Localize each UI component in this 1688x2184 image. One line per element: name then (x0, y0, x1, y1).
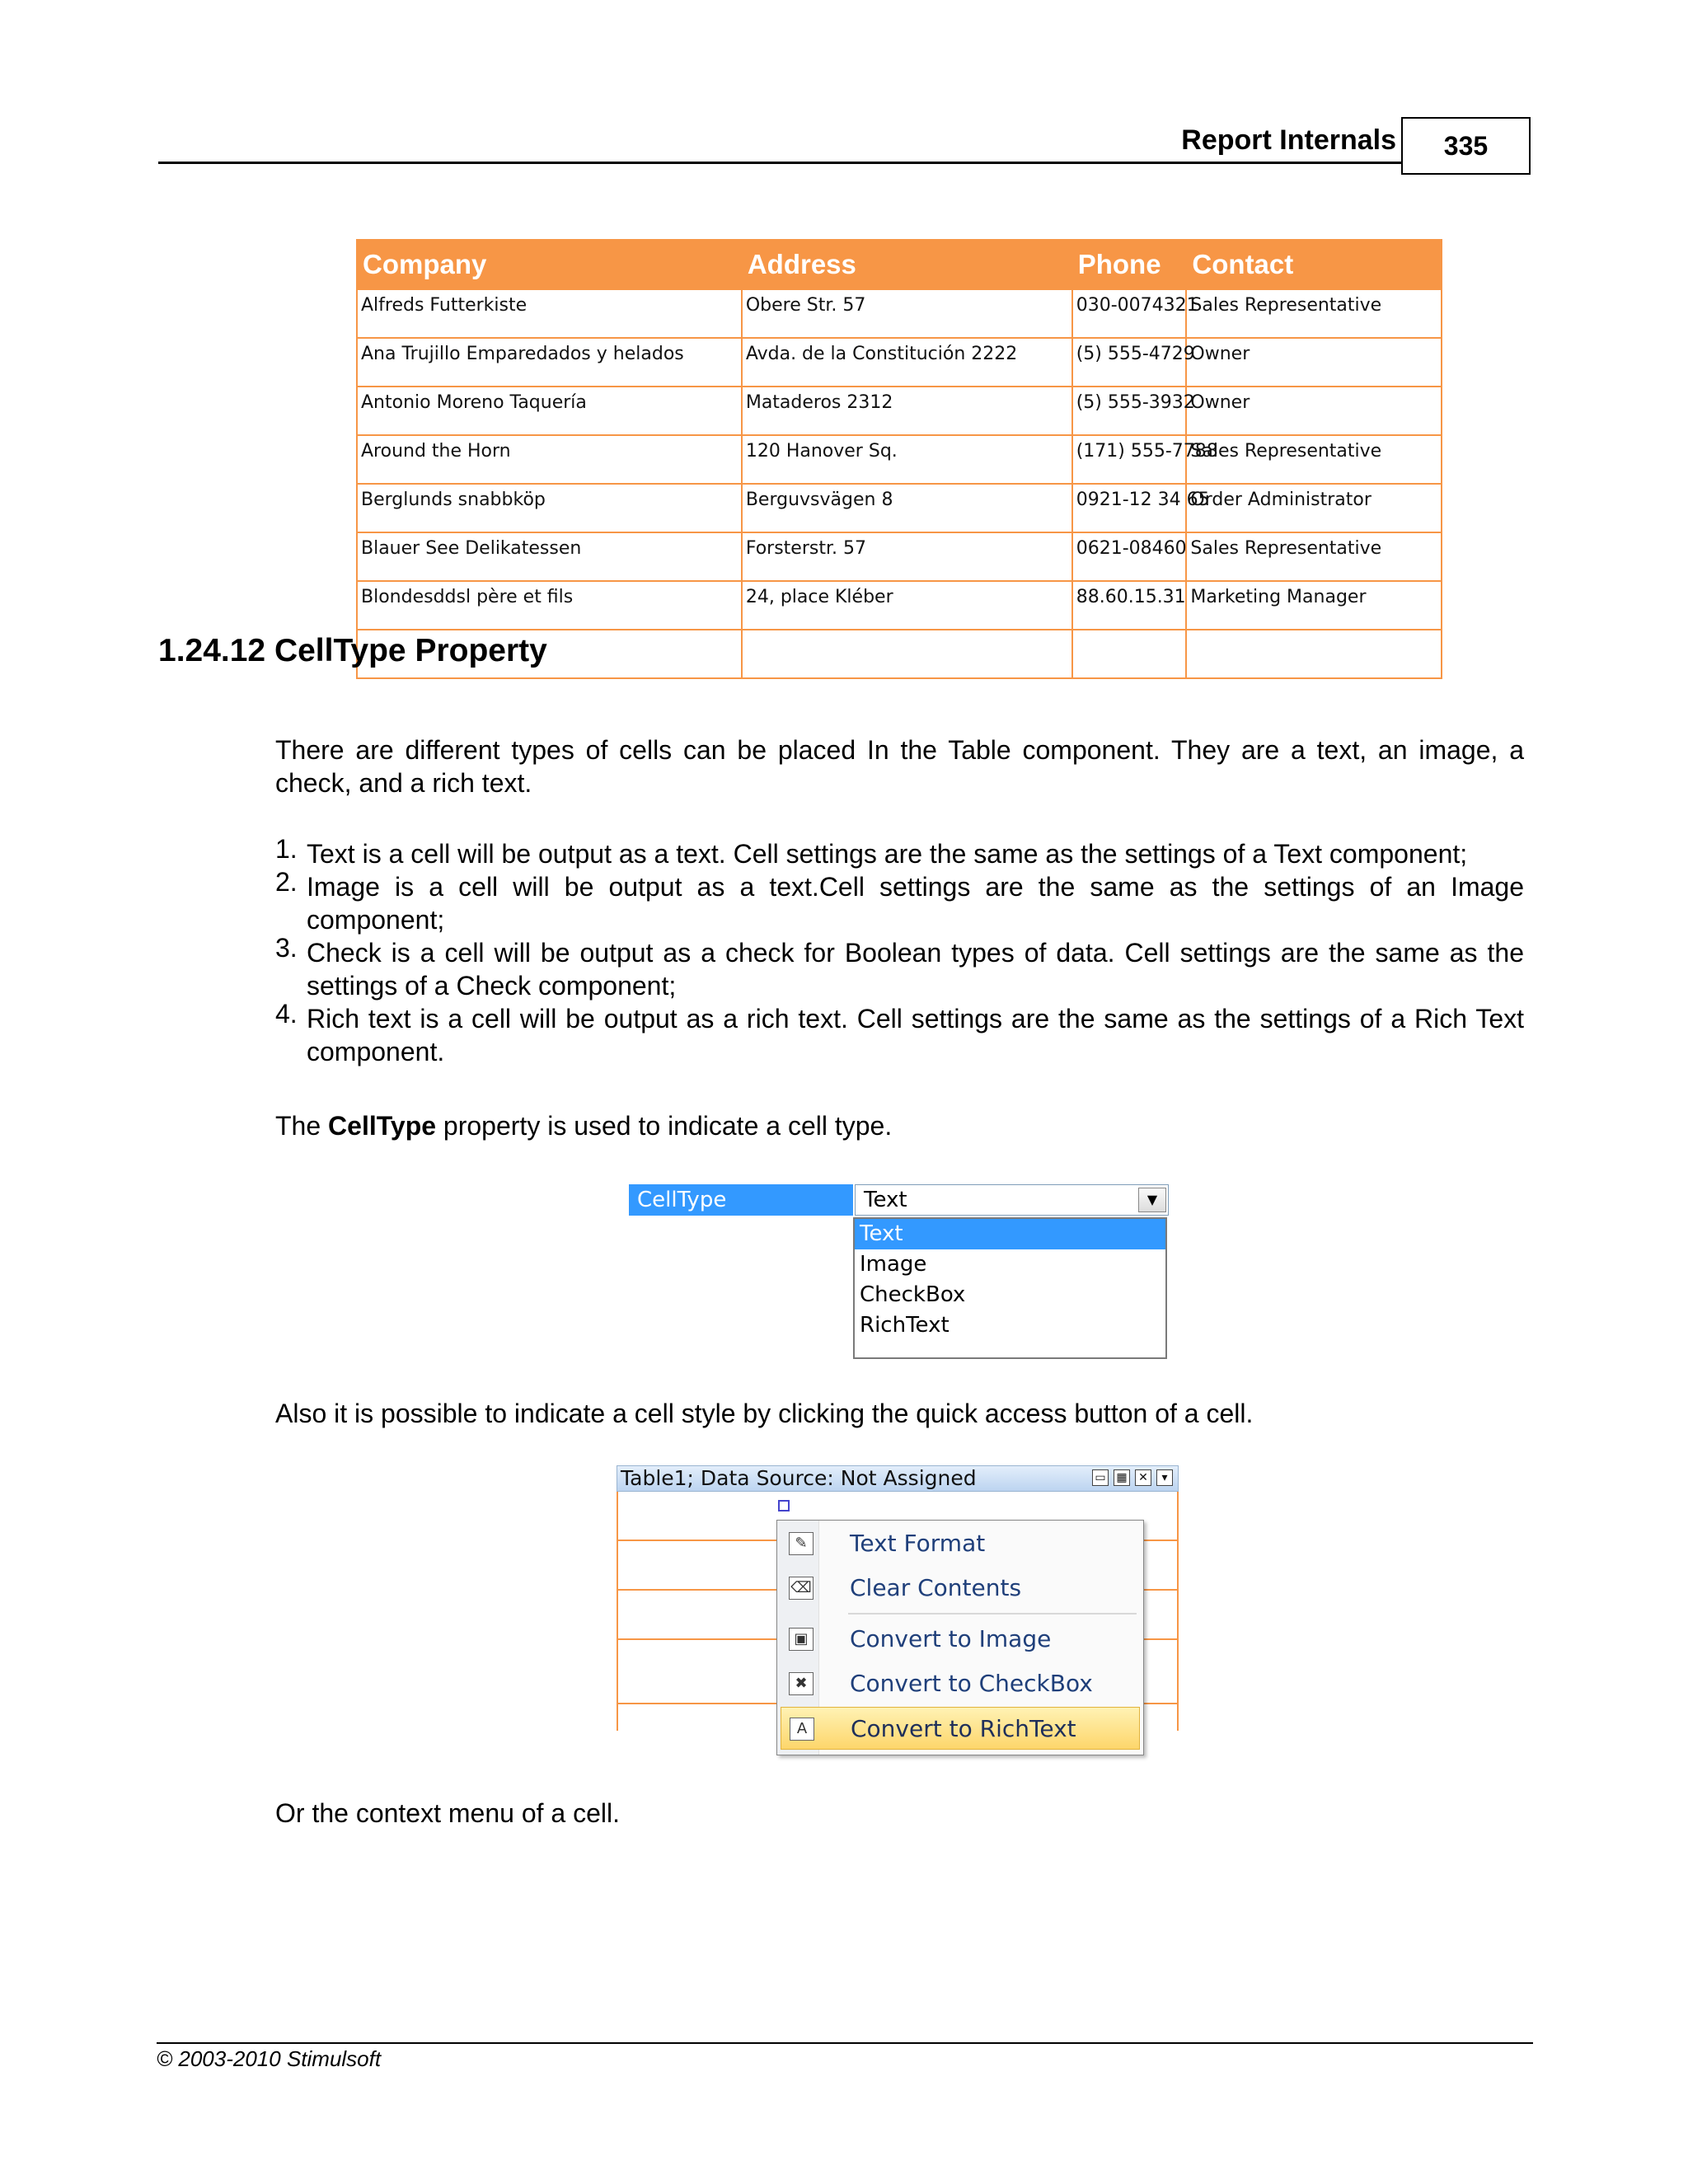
context-menu-paragraph: Or the context menu of a cell. (275, 1798, 620, 1828)
column-header-phone: Phone (1072, 240, 1187, 289)
celltype-property-grid (629, 1184, 1169, 1360)
report-table-figure (356, 239, 1442, 610)
option-image[interactable]: Image (860, 1252, 927, 1277)
table-row (357, 532, 1442, 581)
celltype-options-list (853, 1217, 1167, 1359)
table-cell: (5) 555-3932 (1072, 387, 1187, 435)
table-row (357, 435, 1442, 484)
table-cell: Owner (1186, 338, 1442, 387)
property-name-cell[interactable]: CellType (629, 1184, 853, 1216)
table-row (357, 484, 1442, 532)
table-cell: Sales Representative (1186, 289, 1442, 338)
table-cell: 88.60.15.31 (1072, 581, 1187, 630)
text-format-icon: ✎ (789, 1532, 814, 1555)
chevron-down-icon: ▼ (1146, 1192, 1158, 1207)
list-item (275, 999, 1524, 1068)
table-cell: Blauer See Delikatessen (357, 532, 742, 581)
dropdown-button[interactable] (1138, 1188, 1166, 1212)
window-icon[interactable]: ▭ (1092, 1469, 1109, 1486)
table-cell: Berguvsvägen 8 (742, 484, 1072, 532)
chevron-down-icon[interactable]: ▾ (1156, 1469, 1173, 1486)
column-header-company: Company (357, 240, 742, 289)
grid-icon[interactable]: ▦ (1114, 1469, 1130, 1486)
table-row (357, 387, 1442, 435)
table-title: Table1; Data Source: Not Assigned (621, 1466, 977, 1490)
table-cell: Blondesddsl père et fils (357, 581, 742, 630)
table-cell: Owner (1186, 387, 1442, 435)
table-cell: Forsterstr. 57 (742, 532, 1072, 581)
list-text: Rich text is a cell will be output as a rich text. Cell settings are the same as the settings of a Rich Text component. (307, 1004, 1524, 1066)
menu-item-clear-contents[interactable] (781, 1567, 1140, 1610)
list-text: Text is a cell will be output as a text. Cell settings are the same as the settings of a Text component; (307, 839, 1468, 869)
quick-access-figure (617, 1465, 1179, 1758)
list-item (275, 933, 1524, 1002)
list-text: Image is a cell will be output as a text.Cell settings are the same as the settings of an Image component; (307, 872, 1524, 935)
column-border (1177, 1492, 1179, 1731)
list-number: 1. (275, 834, 298, 864)
table-cell: Sales Representative (1186, 532, 1442, 581)
table-cell (742, 630, 1072, 678)
table-row (357, 581, 1442, 630)
quick-access-button[interactable] (778, 1500, 790, 1511)
cell-type-list (275, 834, 1524, 1068)
menu-item-convert-richtext[interactable] (781, 1707, 1140, 1750)
cell-context-menu (776, 1520, 1144, 1755)
column-header-contact: Contact (1186, 240, 1442, 289)
property-value-select[interactable] (855, 1184, 1169, 1216)
header-rule (158, 162, 1401, 164)
celltype-paragraph (275, 1109, 1524, 1142)
rich-text-icon: A (790, 1718, 814, 1741)
table-cell: Around the Horn (357, 435, 742, 484)
list-item (275, 867, 1524, 936)
running-header-title: Report Internals (1181, 124, 1396, 156)
table-cell: Mataderos 2312 (742, 387, 1072, 435)
table-cell: Order Administrator (1186, 484, 1442, 532)
table-cell: (171) 555-7788 (1072, 435, 1187, 484)
menu-item-convert-image[interactable] (781, 1618, 1140, 1661)
table-cell: Obere Str. 57 (742, 289, 1072, 338)
table-cell: Ana Trujillo Emparedados y helados (357, 338, 742, 387)
list-number: 3. (275, 933, 298, 963)
option-richtext[interactable]: RichText (860, 1313, 950, 1338)
table-cell: 0621-08460 (1072, 532, 1187, 581)
table-cell: Marketing Manager (1186, 581, 1442, 630)
table-title-bar (617, 1465, 1179, 1492)
menu-item-convert-checkbox[interactable] (781, 1662, 1140, 1705)
table-row (357, 289, 1442, 338)
text-run: property is used to indicate a cell type. (436, 1111, 893, 1141)
table-cell: 030-0074321 (1072, 289, 1187, 338)
option-checkbox[interactable]: CheckBox (860, 1282, 966, 1307)
table-cell: (5) 555-4729 (1072, 338, 1187, 387)
table-cell: Berglunds snabbköp (357, 484, 742, 532)
table-cell: 24, place Kléber (742, 581, 1072, 630)
list-number: 2. (275, 867, 298, 897)
list-item (275, 834, 1524, 870)
menu-item-label: Text Format (850, 1530, 986, 1557)
menu-item-label: Convert to CheckBox (850, 1670, 1093, 1697)
copyright: © 2003-2010 Stimulsoft (157, 2046, 382, 2071)
page-number: 335 (1401, 117, 1531, 175)
table-cell: Sales Representative (1186, 435, 1442, 484)
property-value-text: Text (864, 1188, 907, 1212)
table-row (357, 338, 1442, 387)
menu-separator (848, 1613, 1137, 1615)
list-number: 4. (275, 999, 298, 1029)
table-cell (1186, 630, 1442, 678)
option-text[interactable]: Text (855, 1219, 1165, 1249)
intro-paragraph: There are different types of cells can be placed In the Table component. They are a text, an image, a check, and a rich text. (275, 735, 1524, 798)
property-name: CellType (328, 1111, 437, 1141)
list-text: Check is a cell will be output as a check for Boolean types of data. Cell settings are the same as the settings of a Check component; (307, 938, 1524, 1001)
table-cell: Avda. de la Constitución 2222 (742, 338, 1072, 387)
text-run: The (275, 1111, 329, 1141)
report-header-row (357, 240, 1442, 289)
table-cell: 120 Hanover Sq. (742, 435, 1072, 484)
menu-item-label: Convert to Image (850, 1625, 1052, 1652)
report-table (356, 239, 1442, 679)
menu-item-text-format[interactable] (781, 1522, 1140, 1565)
table-cell: Antonio Moreno Taquería (357, 387, 742, 435)
eraser-icon: ⌫ (789, 1577, 814, 1600)
quick-access-paragraph: Also it is possible to indicate a cell style by clicking the quick access button of a cell. (275, 1399, 1254, 1428)
column-header-address: Address (742, 240, 1072, 289)
image-icon: ▣ (789, 1628, 814, 1651)
table-cell: 0921-12 34 65 (1072, 484, 1187, 532)
menu-item-label: Convert to RichText (851, 1715, 1076, 1742)
menu-item-label: Clear Contents (850, 1574, 1022, 1601)
title-bar-buttons (1092, 1469, 1173, 1486)
checkbox-icon: ✖ (789, 1672, 814, 1695)
close-box-icon[interactable]: ✕ (1135, 1469, 1151, 1486)
section-heading: 1.24.12 CellType Property (158, 633, 547, 668)
column-border (617, 1492, 618, 1731)
table-cell: Alfreds Futterkiste (357, 289, 742, 338)
table-cell (1072, 630, 1187, 678)
